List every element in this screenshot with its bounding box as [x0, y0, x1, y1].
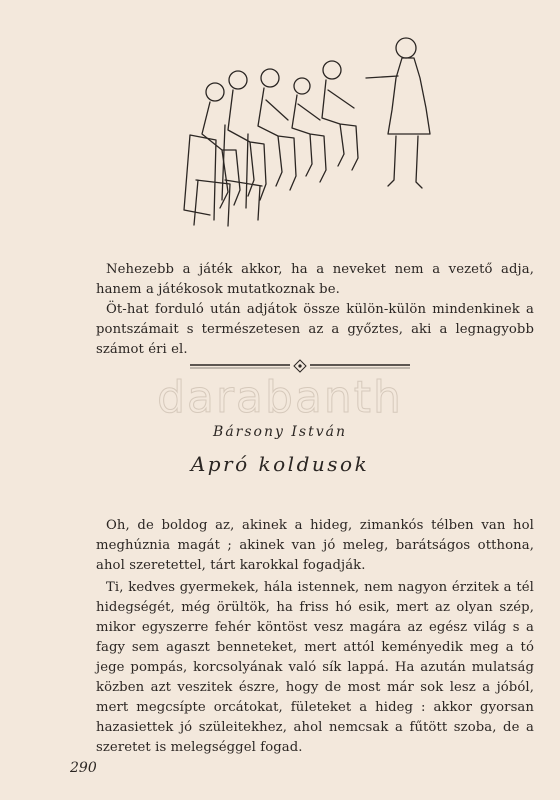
story-title: Apró koldusok — [190, 452, 370, 476]
page-number: 290 — [70, 760, 97, 776]
author-name: Bársony István — [213, 424, 347, 440]
watermark: darabanth — [157, 372, 403, 423]
paragraph-1: Nehezebb a játék akkor, ha a neveket nem a vezető adja, hanem a játékosok mutatkoznak be. — [96, 262, 534, 297]
paragraph-2: Öt-hat forduló után adjátok össze külön-külön mindenkinek a pontszámait s természetesen az a győztes, aki a legnagyobb számot éri el. — [96, 302, 534, 357]
children-game-illustration — [170, 30, 450, 230]
paragraph-3: Oh, de boldog az, akinek a hideg, zimankós télben van hol meghúznia magát ; akinek van jó meleg, barátságos otthona, ahol szeretettel, tárt karokkal fogadják. — [96, 518, 534, 573]
paragraph-4: Ti, kedves gyermekek, hála istennek, nem nagyon érzitek a tél hidegségét, még örültök, ha friss hó esik, mert az olyan szép, mikor egyszerre fehér köntöst vesz magára az egész világ s a fagy sem agaszt benneteket, mert attól keményedik meg a tó jege pompás, korcsolyának való sík lappá. Ha azután mulatság közben azt veszitek észre, hogy de most már sok lesz a jóból, mert megcsípte orcátokat, fületeket a hideg : akkor gyorsan hazasiettek jó szüleitekhez, ahol nemcsak a fűtött szoba, de a szeretet is melegséggel fogad. — [96, 580, 534, 755]
